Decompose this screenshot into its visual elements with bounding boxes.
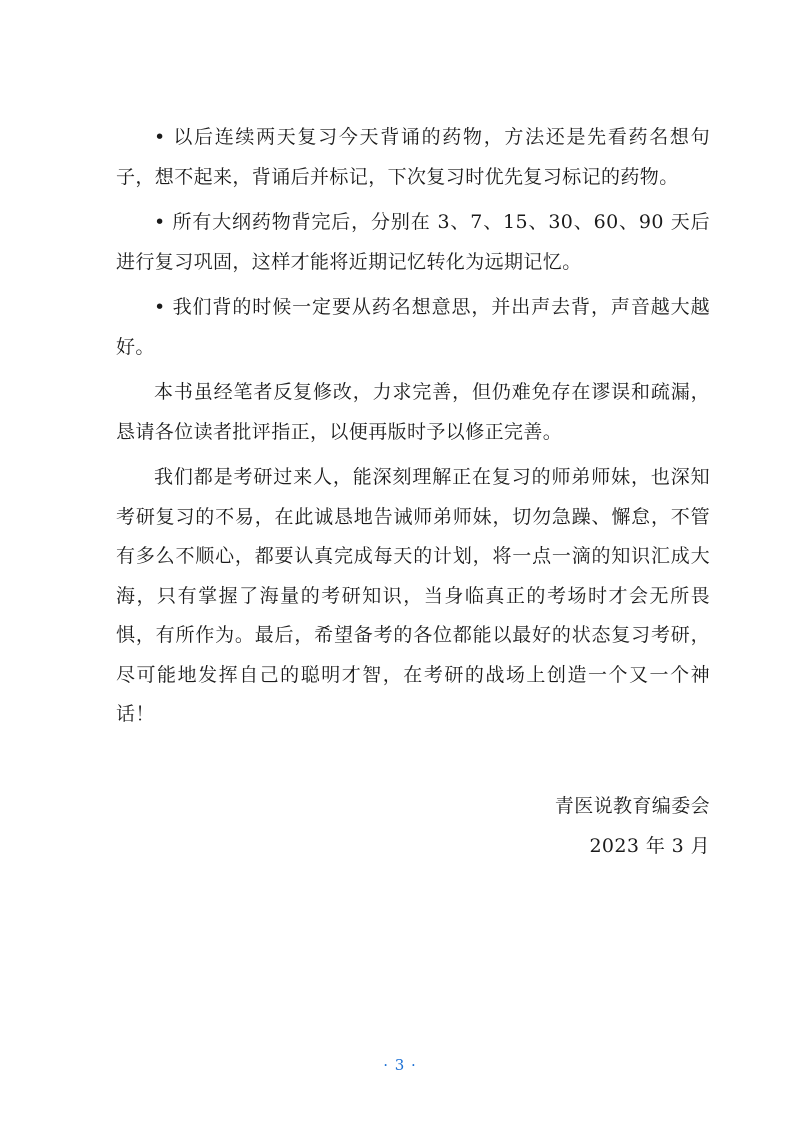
signature-author: 青医说教育编委会 (554, 795, 710, 817)
paragraph-review-schedule: • 所有大纲药物背完后，分别在 3、7、15、30、60、90 天后进行复习巩固，这样才能将近期记忆转化为远期记忆。 (116, 211, 710, 273)
paragraph-errata-request: 本书虽经笔者反复修改，力求完善，但仍难免存在谬误和疏漏，恳请各位读者批评指正，以便再版时予以修正完善。 (116, 381, 710, 443)
paragraph-review-method: • 以后连续两天复习今天背诵的药物，方法还是先看药名想句子，想不起来，背诵后并标记，下次复习时优先复习标记的药物。 (116, 126, 710, 188)
paragraph-encouragement: 我们都是考研过来人，能深刻理解正在复习的师弟师妹，也深知考研复习的不易，在此诚恳地告诫师弟师妹，切勿急躁、懈怠，不管有多么不顺心，都要认真完成每天的计划，将一点一滴的知识汇成大海，只有掌握了海量的考研知识，当身临真正的考场时才会无所畏惧，有所作为。最后，希望备考的各位都能以最好的状态复习考研，尽可能地发挥自己的聪明才智，在考研的战场上创造一个又一个神话！ (116, 466, 710, 725)
signature-date: 2023 年 3 月 (589, 835, 710, 857)
page-number: · 3 · (383, 1056, 417, 1074)
paragraph-recite-aloud: • 我们背的时候一定要从药名想意思，并出声去背，声音越大越好。 (116, 296, 710, 358)
signature-block (555, 786, 710, 866)
document-body (116, 118, 710, 735)
